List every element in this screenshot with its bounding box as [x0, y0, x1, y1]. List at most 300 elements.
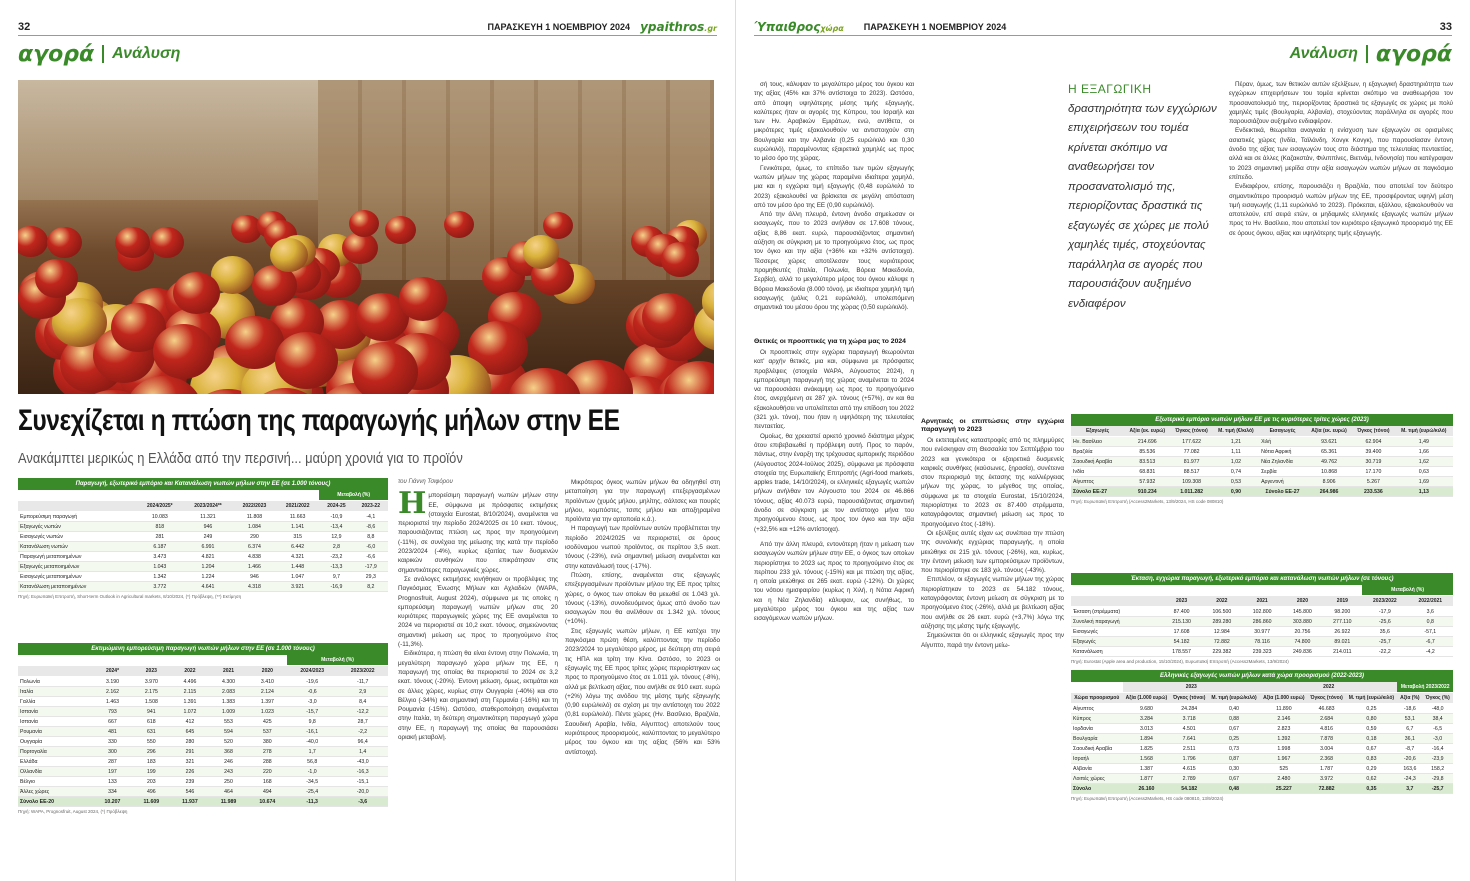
table-cell: 2.368 — [1308, 754, 1346, 764]
table-header-cell: 2023 — [1123, 682, 1260, 693]
table-cell: 239.323 — [1242, 647, 1282, 657]
table-cell: 233.536 — [1352, 487, 1394, 497]
table-cell: Ολλανδία — [18, 767, 93, 777]
table-cell: 3,6 — [1408, 607, 1453, 617]
table-header-cell: Μ. τιμή (ευρώ/κιλό) — [1208, 693, 1260, 704]
table-header-cell: Όγκος (τόνοι) — [1170, 693, 1208, 704]
table-header-cell: 2023 — [132, 666, 171, 677]
article-column-2 — [565, 478, 720, 873]
table-cell: Πολωνία — [18, 677, 93, 687]
table-row — [18, 767, 388, 777]
table-cell: 1,49 — [1395, 437, 1453, 447]
table-cell: Αργεντινή — [1259, 477, 1306, 487]
byline: του Γιάννη Τσιφόρου — [398, 479, 453, 485]
table-cell: 62.904 — [1352, 437, 1394, 447]
table-cell: Αίγυπτος — [1071, 477, 1124, 487]
table-cell: Βέλγιο — [18, 777, 93, 787]
table-cell: 6.991 — [183, 542, 233, 552]
table-row — [1071, 477, 1453, 487]
table-cell: 4.615 — [1170, 764, 1208, 774]
table-cell: 1.023 — [248, 707, 287, 717]
column-text — [565, 478, 720, 757]
table-cell: -6,5 — [1422, 724, 1453, 734]
table-cell: 3.473 — [137, 552, 184, 562]
table-cell: 28,7 — [337, 717, 388, 727]
table-cell: 1.141 — [276, 522, 319, 532]
table-row — [18, 512, 388, 522]
table-header-cell: Αξία (%) — [1397, 693, 1422, 704]
table-cell: 287 — [93, 757, 132, 767]
table-cell: -23,9 — [1422, 754, 1453, 764]
table-cell: 941 — [132, 707, 171, 717]
drop-cap: Η — [398, 486, 427, 522]
table-cell: 36,1 — [1397, 734, 1422, 744]
table-row — [1071, 714, 1453, 724]
table-cell: 1.387 — [1123, 764, 1171, 774]
table-cell: 199 — [132, 767, 171, 777]
table-cell: 11.321 — [183, 512, 233, 522]
table-cell: -43,0 — [337, 757, 388, 767]
table-cell: 243 — [209, 767, 248, 777]
paragraph: Ομοίως, θα χρειαστεί αρκετό χρονικό διάστημα μέχρις ότου επιβεβαιωθεί η πρόβλεψη αυτή. Προς το παρόν, πάντως, στην έναρξη της τρέχουσας εμπορικής περιόδου (Αύγουστος 2024-Ιούλιος 2025), σύμφωνα με πρόσφατα στοιχεία της Ευρωπαϊκής Επιτροπής (Agri-food markets, apples trade, 14/10/2024), οι ελληνικές εξαγωγές νωπών μήλων ανήλθαν τον Αύγουστο του 2024 σε 46.866 τόνους, αξίας 40.073 ευρώ, παρουσιάζοντας σημαντική άνοδο σε σύγκριση με τον αντίστοιχο μήνα του προηγούμενου έτους, ως προς τον όγκο και την αξία (+32,5% και +12% αντίστοιχα). — [754, 432, 914, 533]
table-cell: 334 — [93, 787, 132, 797]
table-header-cell: Μεταβολή (%) — [319, 490, 388, 501]
table-cell: -19,6 — [287, 677, 338, 687]
paragraph: Γενικότερα, όμως, το επίπεδο των τιμών εξαγωγής νωπών μήλων της χώρας παραμένει ιδιαίτερα χαμηλό, μια και η εγχώρια τιμή εξαγωγής (0,48 ευρώ/κιλό το 2023) εξακολουθεί να βρίσκεται σε μεγάλη απόσταση από τον μέσο όρο της ΕΕ (0,90 ευρώ/κιλό). — [754, 164, 914, 209]
table-cell: 24.284 — [1170, 704, 1208, 714]
table-header-cell: 2022/2021 — [1408, 596, 1453, 607]
page-header — [754, 18, 1452, 36]
table-cell: 1.391 — [171, 697, 210, 707]
table-cell: Ιορδανία — [1071, 724, 1123, 734]
table-cell: Ην. Βασίλειο — [1071, 437, 1124, 447]
table-cell: -12,2 — [337, 707, 388, 717]
table-cell: 11.937 — [171, 797, 210, 807]
greek-production-table — [1071, 573, 1453, 664]
table-cell: 2,9 — [337, 687, 388, 697]
table-cell: -18,6 — [1397, 704, 1422, 714]
table-cell: 4.321 — [276, 552, 319, 562]
table-cell: 57.932 — [1124, 477, 1170, 487]
data-table — [1071, 585, 1453, 657]
table-header-cell: 2024/2023 — [287, 666, 338, 677]
table-cell: 214.011 — [1323, 647, 1363, 657]
table-header-cell: Μ. τιμή (ευρώ/κιλό) — [1345, 693, 1397, 704]
table-cell: 1.967 — [1260, 754, 1308, 764]
table-cell: 3.970 — [132, 677, 171, 687]
table-cell: Σερβία — [1259, 467, 1306, 477]
table-cell: 4.838 — [233, 552, 276, 562]
table-header-cell — [18, 501, 137, 512]
table-header-cell: Όγκος (τόνοι) — [1308, 693, 1346, 704]
table-cell: 106.500 — [1202, 607, 1242, 617]
data-table — [1071, 682, 1453, 794]
table-cell: 6.374 — [233, 542, 276, 552]
table-header-cell: 2022 — [171, 666, 210, 677]
table-cell: 133 — [93, 777, 132, 787]
table-cell: 553 — [209, 717, 248, 727]
table-cell: -25,7 — [1362, 637, 1407, 647]
table-cell: 4.821 — [183, 552, 233, 562]
table-cell: 3.190 — [93, 677, 132, 687]
table-cell: 2.162 — [93, 687, 132, 697]
data-table — [18, 655, 388, 807]
table-cell: -6,7 — [1408, 637, 1453, 647]
table-row — [18, 787, 388, 797]
table-cell: 7.878 — [1308, 734, 1346, 744]
table-row — [1071, 774, 1453, 784]
table-cell: 8,8 — [354, 532, 388, 542]
table-row — [18, 757, 388, 767]
apple-shape — [18, 226, 48, 257]
table-cell: 910.234 — [1124, 487, 1170, 497]
table-source: Πηγή: Ευρωπαϊκή Επιτροπή (Access2Markets, 13/9/2024, HS code 080810) — [1071, 499, 1224, 504]
table-cell: 0,30 — [1208, 764, 1260, 774]
table-header-cell: Αξία (1.000 ευρώ) — [1260, 693, 1308, 704]
table-cell: 2.115 — [171, 687, 210, 697]
table-cell: 20.756 — [1282, 627, 1322, 637]
table-source: Πηγή: WAPA, Prognosfruit, August 2024, (*) Πρόβλεψη — [18, 809, 128, 814]
apple-shape — [642, 293, 695, 341]
table-cell: 1.392 — [1260, 734, 1308, 744]
paragraph: Σημειώνεται ότι οι ελληνικές εξαγωγές προς την Αίγυπτο, παρά την έντονη μείω- — [921, 632, 1064, 649]
table-cell: 412 — [171, 717, 210, 727]
table-cell: 290 — [233, 532, 276, 542]
table-cell: -23,2 — [319, 552, 353, 562]
table-cell: 1.787 — [1308, 764, 1346, 774]
table-cell: -3,6 — [337, 797, 388, 807]
article-subheadline: Ανακάμπτει μερικώς η Ελλάδα από την περσινή... μαύρη χρονιά για το προϊόν — [18, 450, 463, 467]
table-cell: 12.984 — [1202, 627, 1242, 637]
table-row — [1071, 467, 1453, 477]
table-cell: 89.021 — [1323, 637, 1363, 647]
table-cell: 525 — [1260, 764, 1308, 774]
table-header-cell: 2019 — [1323, 596, 1363, 607]
table-cell: Νότια Αφρική — [1259, 447, 1306, 457]
column-text — [754, 80, 914, 312]
table-cell: 239 — [171, 777, 210, 787]
article-column-4 — [754, 540, 914, 874]
table-cell: 1.224 — [183, 572, 233, 582]
table-cell: Σύνολο ΕΕ-27 — [1071, 487, 1124, 497]
table-cell: 6,7 — [1397, 724, 1422, 734]
table-header-cell: Εξαγωγές — [1071, 426, 1124, 437]
table-cell: 3.718 — [1170, 714, 1208, 724]
table-row — [18, 777, 388, 787]
paragraph: Η παραγωγή των προϊόντων αυτών προβλέπεται την περίοδο 2024/2025 να περιοριστεί, σε όρους ισοδύναμου νωπού προϊόντος, σε περίπου 3,5 εκατ. τόνους (-23%), ενώ σημαντική μείωση αναμένεται και στην κατανάλωσή τους (-17%). — [565, 525, 720, 570]
table-cell: 1.342 — [137, 572, 184, 582]
table-cell: 631 — [132, 727, 171, 737]
table-total-row — [1071, 784, 1453, 794]
table-cell: Εξαγωγές μεταποιημένων — [18, 562, 137, 572]
table-cell: -10,9 — [319, 512, 353, 522]
table-cell: 11.890 — [1260, 704, 1308, 714]
table-header-cell: Μεταβολή 2023/2022 — [1397, 682, 1453, 693]
table-cell: 280 — [171, 737, 210, 747]
table-header-cell: 2023 — [1161, 596, 1201, 607]
table-cell: 1.072 — [171, 707, 210, 717]
issue-date: ΠΑΡΑΣΚΕΥΗ 1 ΝΟΕΜΒΡΙΟΥ 2024 — [863, 21, 1007, 32]
paragraph: Οι εκτεταμένες καταστροφές από τις πλημμύρες που ενέσκηψαν στη Θεσσαλία τον Σεπτέμβριο του 2023 και γενικότερα οι εξαιρετικά δυσμενείς καιρικές συνθήκες (καύσωνες, ξηρασία), συνέτεινα στον περιορισμό της έκτασης της καλλιέργειας μήλων της χώρας, το μέγεθος της οποίας, σύμφωνα με τα στοιχεία Eurostat, 15/10/2024, περιορίστηκε το 2023 σε 87.400 στρέμματα, καταγράφοντας σημαντική μείωση ως προς το προηγούμενο έτος (-18%). — [921, 437, 1064, 528]
apple-shape — [349, 210, 379, 237]
issue-date: ΠΑΡΑΣΚΕΥΗ 1 ΝΟΕΜΒΡΙΟΥ 2024 — [487, 21, 631, 32]
table-cell: 2.823 — [1260, 724, 1308, 734]
paragraph: μπορείσιμη παραγωγή νωπών μήλων στην ΕΕ, σύμφωνα με πρόσφατες εκτιμήσεις (στοιχεία Eurostat, 8/10/2024), αναμένεται να περιοριστεί την περίοδο 2024/2025 σε 10 εκατ. τόνους, παρουσιάζοντας πτώση ως προς την προηγούμενη (-11%), σε συνέχεια της μείωσης της κατά την περίοδο 2023/2024 (-4%), κυρίως εξαιτίας των δυσμενών καιρικών συνθηκών που επικράτησαν στις σημαντικότερες παραγωγικές χώρες. — [398, 492, 558, 574]
table-header-cell: 2021 — [1242, 596, 1282, 607]
page-number: 33 — [1439, 20, 1452, 33]
table-cell: 93.621 — [1306, 437, 1352, 447]
table-cell: Ελλάδα — [18, 757, 93, 767]
table-cell: 300 — [93, 747, 132, 757]
article-column-5 — [921, 414, 1064, 874]
table-cell: 1.466 — [233, 562, 276, 572]
table-cell: 10.674 — [248, 797, 287, 807]
table-cell: 0,74 — [1213, 467, 1259, 477]
table-cell: 281 — [137, 532, 184, 542]
table-row — [18, 697, 388, 707]
table-header-cell: Μεταβολή (%) — [287, 655, 388, 666]
table-cell: 250 — [209, 777, 248, 787]
table-cell: 425 — [248, 717, 287, 727]
table-cell: 203 — [132, 777, 171, 787]
table-cell: 197 — [93, 767, 132, 777]
paragraph: Ενδιαφέρον, επίσης, παρουσιάζει η Βραζιλία, που αποτελεί τον δεύτερο σημαντικότερο προορισμό νωπών μήλων της ΕΕ, προσφέροντας υψηλή μέση τιμή εισαγωγής (1,11 ευρώ/κιλό το 2023). Πρόκειται, εξάλλου, εξακολουθούν να αποτελούν, επί σειρά ετών, οι μηδαμινές ελληνικές εξαγωγές νωπών μήλων προς το Ην. Βασίλειο, που αποτελεί τον κυριότερο εξαγωγικό προορισμό της ΕΕ σε όρους όγκου, αξίας και υψηλότερης τιμής εξαγωγής. — [1229, 183, 1453, 237]
table-cell: 496 — [132, 787, 171, 797]
table-cell: 4.318 — [233, 582, 276, 592]
table-cell: 72.882 — [1202, 637, 1242, 647]
paragraph: Ενδεικτικά, θεωρείται αναγκαία η ενίσχυση των εξαγωγών σε ορισμένες ασιατικές χώρες (Ινδία, Ταϊλάνδη, Χονγκ Κονγκ), που παρουσίασαν έντονη άνοδο της αξίας των εισαγωγών τους στο διάστημα της τελευταίας πενταετίας, αλλά και σε άλλες (Καζακστάν, Φιλιππίνες, Βιετνάμ, Ινδονησία) που κατέγραψαν το 2023 σημαντική μερίδα στην αξία εισαγωγών νωπών μήλων σε παγκόσμιο επίπεδο. — [1229, 127, 1453, 181]
table-cell: 3.410 — [248, 677, 287, 687]
table-cell: -4,2 — [1408, 647, 1453, 657]
table-cell: 481 — [93, 727, 132, 737]
table-row — [1071, 647, 1453, 657]
eu-production-table — [18, 478, 388, 599]
table-cell: 3.004 — [1308, 744, 1346, 754]
page-number: 32 — [18, 20, 31, 33]
table-cell: Σύνολο ΕΕ-20 — [18, 797, 93, 807]
apples-photo — [18, 80, 714, 394]
table-cell: 1.084 — [233, 522, 276, 532]
table-cell: 54.182 — [1170, 784, 1208, 794]
paragraph: Ειδικότερα, η πτώση θα είναι έντονη στην Πολωνία, τη μεγαλύτερη παραγωγό χώρα μήλων της ΕΕ, η παραγωγή της οποίας θα περιοριστεί το 2024 σε 3,2 εκατ. τόνους (-20%). Έντονη μείωση, όμως, εκτιμάται και σε άλλες χώρες, κυρίως στην Ουγγαρία (-40%) και στο Βέλγιο (-34%) και σημαντική στη Γερμανία (-16%) και τη Ρουμανία (-15%). Ωστόσο, σταθεροποίηση αναμένεται στην Ιταλία, τη δεύτερη σημαντικότερη παραγωγό χώρα στην ΕΕ, η παραγωγή της οποίας θα παρουσιάσει οριακή μεταβολή. — [398, 650, 558, 742]
table-header-cell: Όγκος (%) — [1422, 693, 1453, 704]
table-cell: Εισαγωγές νωπών — [18, 532, 137, 542]
greek-exports-table — [1071, 670, 1453, 801]
table-cell: 0,29 — [1345, 764, 1397, 774]
table-cell: 4.496 — [171, 677, 210, 687]
table-cell: 1.047 — [276, 572, 319, 582]
table-header-cell: 2020 — [1282, 596, 1322, 607]
table-cell: 1.568 — [1123, 754, 1171, 764]
table-cell: 98.200 — [1323, 607, 1363, 617]
table-cell: -11,7 — [337, 677, 388, 687]
table-cell: -8,6 — [354, 522, 388, 532]
table-cell: Έκταση (στρέμματα) — [1071, 607, 1161, 617]
table-cell: 1.011.282 — [1170, 487, 1212, 497]
apple-shape — [352, 342, 418, 394]
table-cell: 68.831 — [1124, 467, 1170, 477]
table-cell: Νέα Ζηλανδία — [1259, 457, 1306, 467]
section-title — [18, 42, 180, 66]
table-cell: 8,2 — [354, 582, 388, 592]
table-cell: -22,2 — [1362, 647, 1407, 657]
table-cell: 1,4 — [337, 747, 388, 757]
table-cell: 2.175 — [132, 687, 171, 697]
table-cell: 2.789 — [1170, 774, 1208, 784]
table-row — [1071, 704, 1453, 714]
table-cell: -57,1 — [1408, 627, 1453, 637]
table-header-cell: Αξία (εκ. ευρώ) — [1306, 426, 1352, 437]
table-cell: 0,87 — [1208, 754, 1260, 764]
table-cell: Χιλή — [1259, 437, 1306, 447]
table-header-cell: Μ. τιμή (€/κιλό) — [1213, 426, 1259, 437]
table-cell: 1.448 — [276, 562, 319, 572]
table-cell: 85.536 — [1124, 447, 1170, 457]
paragraph: Επιπλέον, οι εξαγωγές νωπών μήλων της χώρας περιορίστηκαν το 2023 σε 54.182 τόνους, καταγράφοντας έντονη μείωση σε σύγκριση με το προηγούμενο έτος (-26%), αλλά με βελτίωση αξίας που ανήλθε σε 26 εκατ. ευρώ (+3,7%) λόγω της αύξησης της μέσης τιμής εξαγωγής. — [921, 576, 1064, 630]
table-cell: Αίγυπτος — [1071, 704, 1123, 714]
table-cell: 380 — [248, 737, 287, 747]
table-cell: 2.083 — [209, 687, 248, 697]
table-cell: -6,0 — [354, 542, 388, 552]
publication-logo: Ύπαιθροςχώρα — [754, 19, 844, 34]
paragraph: Μικρότερος όγκος νωπών μήλων θα οδηγηθεί στη μεταποίηση για την παραγωγή επεξεργασμένων προϊόντων (χυμός μήλου, μηλίτης, σάλτσες και πουρές μήλου, κομπόστες, τσιπς μήλου και αποξηραμένα προϊόντα για την αρτοποιία κ.ά.). — [565, 479, 720, 524]
table-cell: 11.663 — [276, 512, 319, 522]
table-cell: 277.110 — [1323, 617, 1363, 627]
table-cell: 550 — [132, 737, 171, 747]
paragraph: Οι προοπτικές στην εγχώρια παραγωγή θεωρούνται κατ' αρχήν θετικές, μια και, σύμφωνα με πρόσφατες προβλέψεις (στοιχεία WAPA, Αύγουστος 2024), η εμπορεύσιμη παραγωγή της χώρας αναμένεται το 2024 να παρουσιάσει ανάκαμψη ως προς το προηγούμενο έτος, ανερχόμενη σε 287 χιλ. τόνους (+57%), αν και θα εξακολουθήσει να υπολείπεται από την επίδοση του 2022 (321 χιλ. τόνοι), που ήταν η υψηλότερη της τελευταίας πενταετίας. — [754, 349, 914, 431]
table-header-cell: Μεταβολή (%) — [1362, 585, 1453, 596]
table-cell: 220 — [248, 767, 287, 777]
table-cell: 78.116 — [1242, 637, 1282, 647]
table-cell: 9,8 — [287, 717, 338, 727]
table-cell: 72.882 — [1308, 784, 1346, 794]
table-cell: 667 — [93, 717, 132, 727]
paragraph: Πτώση, επίσης, αναμένεται στις εξαγωγές επεξεργασμένων προϊόντων μήλου της ΕΕ προς τρίτες χώρες, ο όγκος των οποίων θα μειωθεί σε 1.043 χιλ. τόνους (-13%), συνοδευόμενος όμως από άνοδο των εισαγωγών που θα ανέλθουν σε 1.342 χιλ. τόνους (+10%). — [565, 571, 720, 626]
table-cell: -40,0 — [287, 737, 338, 747]
table-cell: 56,8 — [287, 757, 338, 767]
table-cell: 83.513 — [1124, 457, 1170, 467]
table-title: Εξωτερικό εμπόριο νωπών μήλων ΕΕ με τις κυριότερες τρίτες χώρες (2023) — [1071, 414, 1453, 426]
table-header-cell — [1071, 682, 1123, 693]
table-cell: -34,5 — [287, 777, 338, 787]
apple-shape — [385, 216, 417, 244]
table-cell: 618 — [132, 717, 171, 727]
table-cell: 330 — [93, 737, 132, 747]
table-row — [1071, 457, 1453, 467]
table-cell: 1,66 — [1395, 447, 1453, 457]
apple-shape — [399, 277, 447, 321]
table-cell: 4.816 — [1308, 724, 1346, 734]
table-cell: 818 — [137, 522, 184, 532]
table-row — [18, 542, 388, 552]
table-cell: 26.160 — [1123, 784, 1171, 794]
apple-shape — [444, 211, 474, 238]
table-header-cell: 2024* — [93, 666, 132, 677]
page-header — [18, 18, 717, 36]
pull-quote-text: δραστηριότητα των εγχώριων επιχειρήσεων του τομέα κρίνεται σκόπιμο να αναθεωρήσει τον προσανατολισμό της, περιορίζοντας δραστικά τις εξαγωγές σε χώρες με πολύ χαμηλές τιμές, στοχεύοντας παράλληλα σε αγορές που παρουσιάζουν αυξημένο ενδιαφέρον — [1068, 102, 1217, 310]
table-cell: Συνολική παραγωγή — [1071, 617, 1161, 627]
apple-shape — [153, 324, 214, 379]
table-row — [18, 747, 388, 757]
subsection-name: Ανάλυση — [112, 45, 181, 62]
paragraph: Στις εξαγωγές νωπών μήλων, η ΕΕ κατέχει την παγκόσμια πρώτη θέση, καλύπτοντας την περίοδο 2023/2024 το μεγαλύτερο μέρος, με δεύτερη στη σειρά τις ΗΠΑ και τρίτη την Κίνα. Ωστόσο, το 2023 οι εξαγωγές της ΕΕ προς τρίτες χώρες περιορίστηκαν ως προς το προηγούμενο έτος σε 1.011 χιλ. τόνους (-8%), αλλά με βελτίωση αξίας, που ανήλθε σε 910 εκατ. ευρώ (+2%) λόγω της ανόδου της μέσης τιμής εξαγωγής (0,90 ευρώ/κιλό) σε σχέση με την αντίστοιχη του 2022 (0,81 ευρώ/κιλό). Πέντε χώρες (Ην. Βασίλειο, Βραζιλία, Σαουδική Αραβία, Ινδία, Αίγυπτος) αποτελούν τους κυριότερους προορισμούς, καλύπτοντας το μεγαλύτερο μέρος του όγκου και της αξίας (56% και 53% αντίστοιχα). — [565, 627, 720, 756]
table-cell: 81.977 — [1170, 457, 1212, 467]
table-cell: 1.397 — [248, 697, 287, 707]
data-table — [18, 490, 388, 592]
table-cell: 2.124 — [248, 687, 287, 697]
column-text — [921, 436, 1064, 650]
table-cell: 3.013 — [1123, 724, 1171, 734]
table-cell: 0,83 — [1345, 754, 1397, 764]
table-cell: 315 — [276, 532, 319, 542]
table-header-cell: 2021 — [209, 666, 248, 677]
section-name: αγορά — [18, 41, 95, 67]
table-cell: 2,8 — [319, 542, 353, 552]
table-cell: 288 — [248, 757, 287, 767]
table-cell: Ινδία — [1071, 467, 1124, 477]
table-cell: Εισαγωγές — [1071, 627, 1161, 637]
table-header-cell: 2022/2023 — [233, 501, 276, 512]
table-cell: 6.442 — [276, 542, 319, 552]
table-cell: 8,4 — [337, 697, 388, 707]
table-title: Παραγωγή, εξωτερικό εμπόριο και Κατανάλωση νωπών μήλων στην ΕΕ (σε 1.000 τόνους) — [18, 478, 388, 490]
table-cell: -15,7 — [287, 707, 338, 717]
table-cell: 29,3 — [354, 572, 388, 582]
table-cell: 96,4 — [337, 737, 388, 747]
table-cell: 74.800 — [1282, 637, 1322, 647]
table-cell: 0,63 — [1395, 467, 1453, 477]
table-header-cell — [18, 655, 287, 666]
table-cell: Βραζιλία — [1071, 447, 1124, 457]
table-cell: Ουγγαρία — [18, 737, 93, 747]
table-cell: 1.508 — [132, 697, 171, 707]
section-name: αγορά — [1375, 41, 1452, 67]
table-cell: 3.972 — [1308, 774, 1346, 784]
table-cell: 291 — [171, 747, 210, 757]
table-cell: -13,3 — [319, 562, 353, 572]
table-cell: -3,0 — [1422, 734, 1453, 744]
table-cell: 1.894 — [1123, 734, 1171, 744]
table-cell: 2.511 — [1170, 744, 1208, 754]
table-cell: 0,25 — [1345, 704, 1397, 714]
table-cell: -20,6 — [1397, 754, 1422, 764]
table-cell: 1,11 — [1213, 447, 1259, 457]
subsection-name: Ανάλυση — [1289, 45, 1358, 62]
table-cell: 494 — [248, 787, 287, 797]
table-cell: Παραγωγή μεταποιημένων — [18, 552, 137, 562]
table-cell: 145.800 — [1282, 607, 1322, 617]
table-row — [1071, 754, 1453, 764]
table-total-row — [18, 797, 388, 807]
table-cell: Ιταλία — [18, 687, 93, 697]
table-cell: Κύπρος — [1071, 714, 1123, 724]
table-header-cell: Όγκος (τόνοι) — [1352, 426, 1394, 437]
table-header-cell: 2021/2022 — [276, 501, 319, 512]
table-cell: 0,48 — [1208, 784, 1260, 794]
apple-shape — [47, 227, 82, 258]
table-cell: 4.300 — [209, 677, 248, 687]
paragraph: Πέραν, όμως, των θετικών αυτών εξελίξεων, η εξαγωγική δραστηριότητα των εγχώριων επιχειρήσεων του τομέα κρίνεται σκόπιμο να αναθεωρήσει τον προσανατολισμό της, περιορίζοντας δραστικά τις εξαγωγές σε χώρες με πολύ χαμηλές τιμές (Βουλγαρία, Αλβανία), στοχεύοντας παράλληλα σε αγορές που παρουσιάζουν αυξημένο ενδιαφέρον. — [1229, 81, 1453, 126]
table-row — [18, 582, 388, 592]
table-cell: Κατανάλωση νωπών — [18, 542, 137, 552]
table-header-cell — [1071, 596, 1161, 607]
table-cell: Σύνολο ΕΕ-27 — [1259, 487, 1306, 497]
table-header-cell — [18, 666, 93, 677]
table-cell: 177.622 — [1170, 437, 1212, 447]
table-cell: -17,9 — [354, 562, 388, 572]
apple-shape — [270, 238, 308, 272]
table-cell: -16,3 — [337, 767, 388, 777]
